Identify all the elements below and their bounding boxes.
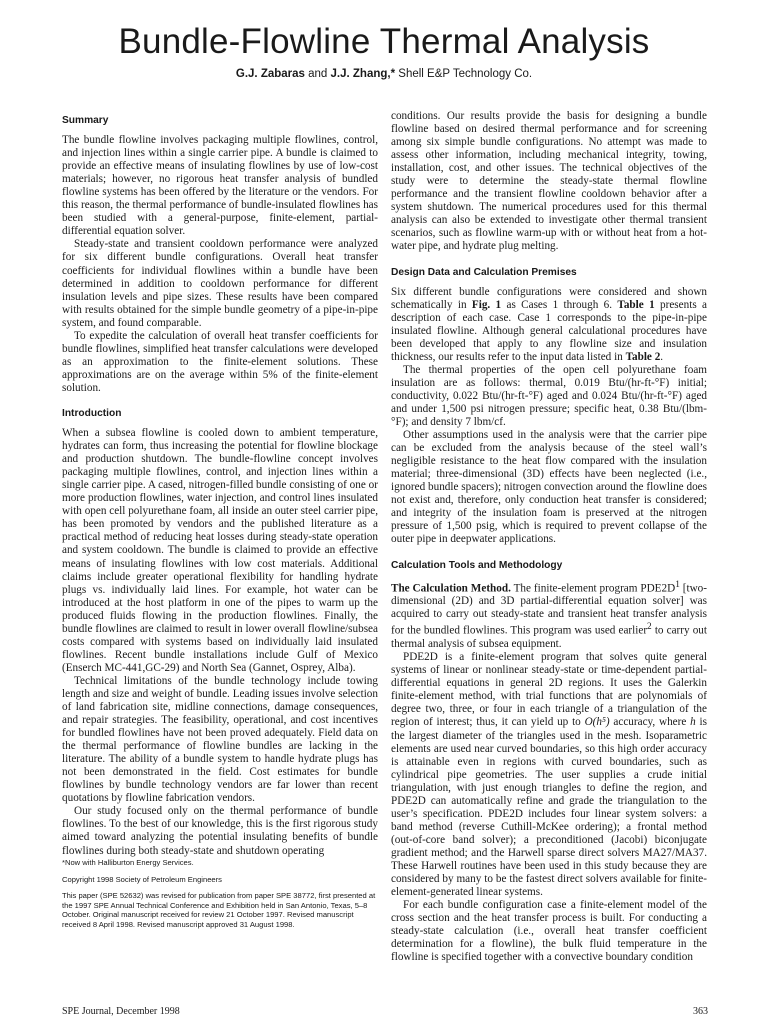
configuration-paragraph: For each bundle configuration case a finite-element model of the cross section and the heat transfer process is built. For conducting a steady-state calculation (i.e., overall heat transfer coefficient determination for a flowline), the bulk fluid temperature in the flowline is specified together with a convective boundary condition [391,899,707,964]
mesh-size-symbol: h [690,716,696,729]
introduction-paragraph-2: Technical limitations of the bundle technology include towing length and size and weight of bundle. Leading issues involve selection of land fabrication site, midline connections, damage consequences, and repair strategies. The feasibility, operational, and cost incentives for bundled flowlines have not been proved adequately. Field data on the thermal performance of flowline bundles are lacking in the literature. The ability of a bundle system to handle hydrate plugs has not been demonstrated in the field. Cost estimates for bundle flowlines by bundle technology vendors are far lower than recent quotations by flowline fabrication vendors. [62,674,378,805]
calculation-tools-heading: Calculation Tools and Methodology [391,559,563,571]
figure-1-ref: Fig. 1 [471,298,502,311]
paper-title: Bundle-Flowline Thermal Analysis [118,22,650,61]
pde2d-text-a: PDE2D is a finite-element program that solves quite general systems of linear or nonlinear steady-state or time-dependent partial-differential equations in general 2D regions. It uses the Galerkin finite-element method, with trial functions that are polynomials of degree two, three, or four in each triangle of a triangulation of the region of interest; thus, it can yield up to [391,651,707,729]
reference-1: 1 [675,579,680,590]
design-text-c: presents a description of each case. Case 1 corresponds to the pipe-in-pipe insulated flowline. Although general calculational procedures have been developed that apply to any flowline size and insulation thickness, our results refer to the input data listed in [391,298,707,363]
introduction-paragraph-3: Our study focused only on the thermal performance of bundle flowlines. To the best of our knowledge, this is the first rigorous study aimed toward analyzing the potential insulating benefits of bundle flowlines during both steady-state and shutdown operating [62,805,378,857]
calc-text-c: to carry out thermal analysis of subsea equipment. [391,625,707,651]
copyright-notice: Copyright 1998 Society of Petroleum Engineers [62,874,222,884]
publication-note: This paper (SPE 52632) was revised for publication from paper SPE 38772, first presented at the 1997 SPE Annual Technical Conference and Exhibition held in San Antonio, Texas, 5–8 October. Original manuscript received for review 21 October 1997. Revised manuscript received 8 April 1998. Revised manuscript approved 31 August 1998. [62,891,376,929]
summary-paragraph-3: To expedite the calculation of overall heat transfer coefficients for bundle flowlines, simplified heat transfer calculations were developed as an approximation to the finite-element solutions. These approximations are on the average within 5% of the finite-element solution. [62,329,378,394]
pde2d-text-b: accuracy, where [609,716,691,729]
calculation-method-paragraph [391,579,707,652]
affiliation: Shell E&P Technology Co. [398,68,533,80]
pde2d-text-c: is the largest diameter of the triangles used in the mesh. Isoparametric elements are used near curved boundaries, so this high order accuracy is attainable even in regions with curved boundaries, such as cylindrical pipe geometries. The user supplies a crude initial triangulation, with just enough triangles to define the region, and PDE2D can automatically refine and grade the triangulation to the user’s specification. PDE2D includes four linear system solvers: a band method (reverse Cuthill-McKee ordering); a frontal method (out-of-core band solver); a preconditioned (Jacobi) biconjugate gradient method; and the Harwell sparse direct solvers MA27/MA37. These Harwell routines have been used in this study because they are considered by many to be the fastest direct solvers available for finite-element-generated linear systems. [391,716,707,899]
calc-text-a: The finite-element program PDE2D [510,582,676,595]
design-data-heading: Design Data and Calculation Premises [391,266,577,278]
reference-2: 2 [647,622,652,633]
design-paragraph-3: Other assumptions used in the analysis were that the carrier pipe can be excluded from the analysis because of the steel wall’s negligible resistance to the heat flow compared with the insulation material; three-dimensional (3D) effects have been neglected (i.e., ignored bundle spacers); nitrogen convection around the flowline does not exist and, therefore, only conduction heat transfer is considered; and integrity of the insulation foam is preserved at the nitrogen pressure of 1,500 psig, which is required to prevent collapse of the outer pipe in deepwater applications. [391,429,707,546]
right-column [391,110,707,964]
design-paragraph-2: The thermal properties of the open cell polyurethane foam insulation are as follows: thermal, 0.019 Btu/(hr-ft-°F) initial; conductivity, 0.022 Btu/(hr-ft-°F) aged and 0.024 Btu/(hr-ft-°F) aged and under 1,500 psi nitrogen pressure; specific heat, 0.38 Btu/(lbm-°F); and density 7 lbm/cf. [391,363,707,429]
calc-text-b: [two-dimensional (2D) and 3D partial-differential equation solver] was acquired to carry out steady-state and transient heat transfer analysis for the bundled flowlines. This program was used earlier [391,582,708,638]
author-footnote: *Now with Halliburton Energy Services. [62,858,194,867]
author-zhang: J.J. Zhang,* [330,68,396,80]
table-2-ref: Table 2 [625,350,661,363]
accuracy-order: O(h⁵) [584,716,610,729]
first-page-notes [62,858,378,937]
left-column [62,112,378,858]
author-conjunction: and [308,68,328,80]
design-paragraph-1 [391,286,707,364]
design-text-d: . [660,350,664,363]
design-text-a: Six different bundle configurations were considered and shown schematically in [391,285,707,311]
journal-footer: SPE Journal, December 1998 [62,1006,180,1017]
table-1-ref: Table 1 [617,298,655,311]
calculation-method-label: The Calculation Method. [391,582,511,595]
summary-paragraph-1: The bundle flowline involves packaging multiple flowlines, control, and injection lines within a single carrier pipe. A bundle is claimed to provide an effective means of insulating flowlines by use of low-cost materials; however, no rigorous heat transfer analysis of bundled flowline systems has been offered by the literature or the vendors. For this reason, the thermal performance of bundle-insulated flowlines has been studied with a general-purpose, finite-element, partial-differential equation solver. [62,134,378,238]
introduction-heading: Introduction [62,407,122,419]
design-text-b: as Cases 1 through 6. [501,298,618,311]
summary-paragraph-2: Steady-state and transient cooldown performance were analyzed for six different bundle configurations. Overall heat transfer coefficients for individual flowlines within a bundle have been determined in addition to cooldown performance for different insulation levels and pipe sizes. These results have been compared with results obtained for the simple bundle geometry of a pipe-in-pipe system, and found comparable. [62,238,378,329]
pde2d-paragraph [391,651,707,899]
introduction-paragraph-1: When a subsea flowline is cooled down to ambient temperature, hydrates can form, thus increasing the potential for flowline blockage and production shutdown. The bundle-flowline concept involves packaging multiple flowlines, control, and injection lines within a single carrier pipe. A cased, nitrogen-filled bundle consisting of one or more production flowlines, water injection, and control lines insulated with open cell polyurethane foam, all inside an outer steel carrier pipe, has been promoted by vendors and the published literature as a practical method of reducing heat losses during steady-state operation and system cooldown. The bundle is claimed to provide an effective means of insulating flowlines with low cost materials. Additional claims include greater operational flexibility for handling hydrate plugs vs. individually laid lines. For example, hot water can be introduced at the host platform in one of the pipes to warm up the produced fluids flowing in the production flowlines. Finally, the bundle flowlines are claimed to result in lower overall flowline/subsea costs compared with systems based on individually laid insulated flowlines. Recent bundle installations include Gulf of Mexico (Enserch MC-441,GC-29) and North Sea (Gannet, Osprey, Alba). [62,427,378,674]
author-line [0,68,768,80]
page-number: 363 [693,1006,708,1017]
summary-heading: Summary [62,115,109,126]
continued-paragraph: conditions. Our results provide the basis for designing a bundle flowline based on desired thermal performance and for screening among six simple bundle configurations. No attempt was made to assess other information, including mechanical integrity, towing, installation, cost, and other issues. The technical objectives of the study were to determine the steady-state thermal flowline performance and the transient flowline cooldown behavior after a system shutdown. The numerical procedures used for this thermal analysis can also be extended to investigate other thermal transient scenarios, such as flowline warm-up with or without heat from a hot-water pipe, and hydrate plug melting. [391,110,707,253]
author-zabaras: G.J. Zabaras [235,68,305,80]
